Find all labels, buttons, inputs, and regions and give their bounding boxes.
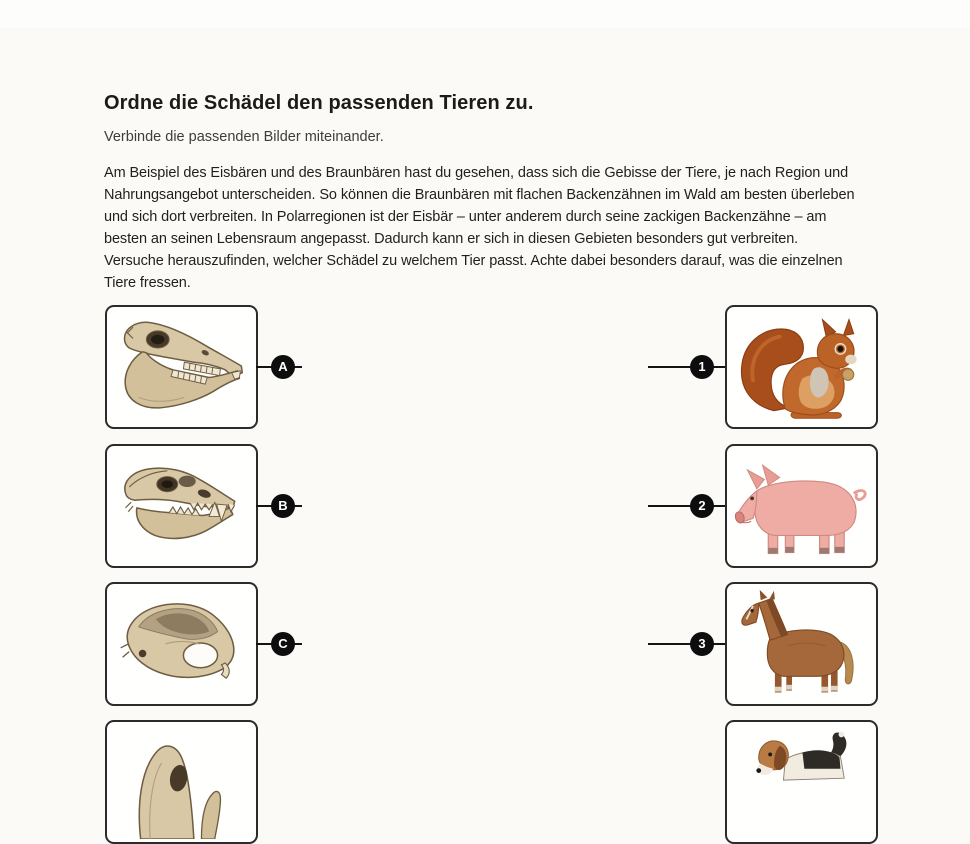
skull-card-a[interactable]: [105, 305, 258, 429]
top-strip: [0, 0, 970, 28]
connector-badge-1[interactable]: 1: [690, 355, 714, 379]
animal-card-4[interactable]: [725, 720, 878, 844]
skull-card-b[interactable]: [105, 444, 258, 568]
horse-skull-image: [110, 310, 253, 424]
connector-badge-3[interactable]: 3: [690, 632, 714, 656]
rodent-skull-image: [110, 587, 253, 701]
animal-card-1[interactable]: [725, 305, 878, 429]
connector-line-3: [648, 643, 726, 645]
connector-line-2: [648, 505, 726, 507]
page-subtitle: Verbinde die passenden Bilder miteinander.: [104, 129, 384, 145]
page-title: Ordne die Schädel den passenden Tieren zu.: [104, 92, 534, 114]
horse-image: [730, 587, 873, 701]
instructions: [104, 162, 860, 294]
connector-badge-2[interactable]: 2: [690, 494, 714, 518]
task-paragraph: Versuche herauszufinden, welcher Schädel zu welchem Tier passt. Achte dabei besonders darauf, was die einzelnen Tiere fressen.: [104, 253, 843, 291]
beagle-dog-image: [730, 725, 873, 839]
pig-image: [730, 449, 873, 563]
skull-card-d[interactable]: [105, 720, 258, 844]
animal-card-3[interactable]: [725, 582, 878, 706]
connector-badge-a[interactable]: A: [271, 355, 295, 379]
connector-line-1: [648, 366, 726, 368]
skull-card-c[interactable]: [105, 582, 258, 706]
connector-badge-c[interactable]: C: [271, 632, 295, 656]
carnivore-skull-image: [110, 449, 253, 563]
partial-skull-image: [110, 725, 253, 839]
intro-paragraph: Am Beispiel des Eisbären und des Braunbären hast du gesehen, dass sich die Gebisse der Tiere, je nach Region und Nahrungsangebot unterscheiden. So können die Braunbären mit flachen Backenzähnen im Wald am besten überleben und sich dort verbreiten. In Polarregionen ist der Eisbär – unter anderem durch seine zackigen Backenzähne – am besten an seinen Lebensraum angepasst. Dadurch kann er sich in diesen Gebieten besonders gut verbreiten.: [104, 165, 855, 247]
connector-badge-b[interactable]: B: [271, 494, 295, 518]
animal-card-2[interactable]: [725, 444, 878, 568]
squirrel-image: [730, 310, 873, 424]
